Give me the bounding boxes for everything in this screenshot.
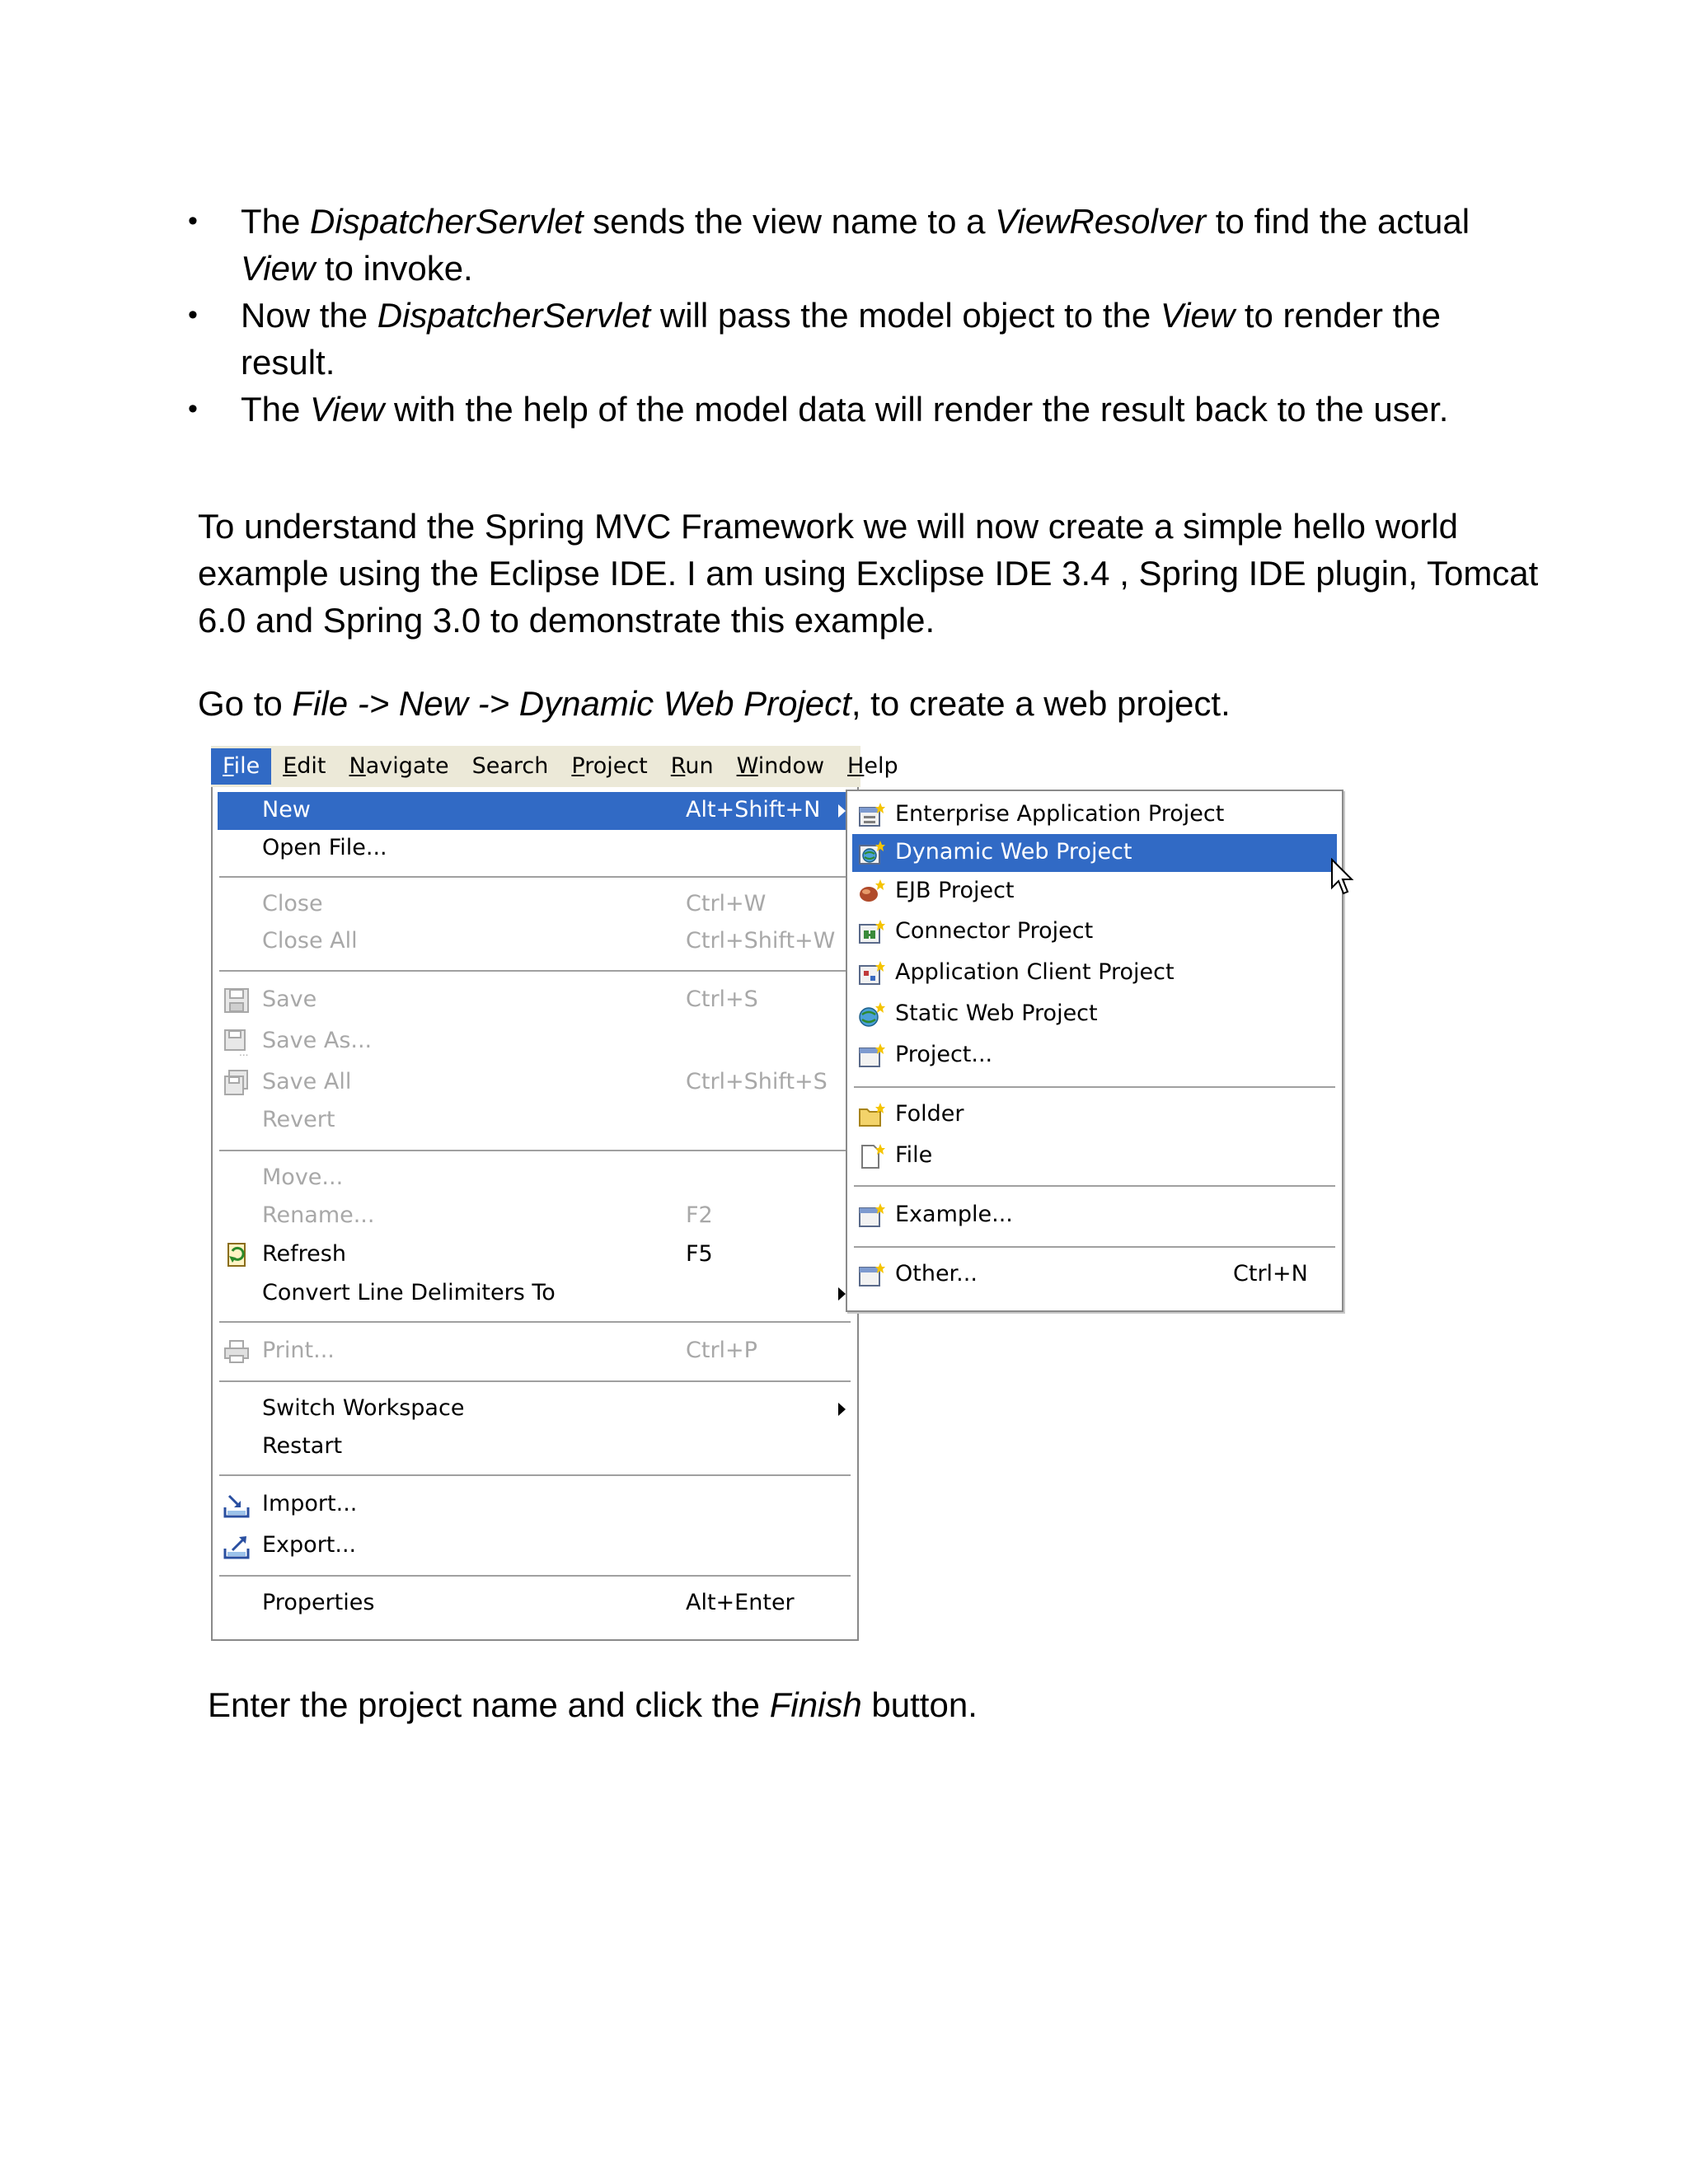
menu-navigate[interactable] — [338, 748, 461, 785]
text-run: will pass the model object to the — [650, 296, 1160, 335]
text-run: button. — [861, 1685, 978, 1724]
menu-separator — [854, 1246, 1335, 1249]
mnemonic: F — [223, 753, 234, 779]
italic-path: File -> New -> Dynamic Web Project — [292, 684, 851, 723]
menu-item-refresh[interactable] — [218, 1236, 852, 1274]
menu-bar — [211, 746, 898, 787]
menu-separator — [219, 970, 851, 972]
italic-term: View — [310, 390, 385, 429]
menu-item-label: Save All — [262, 1069, 352, 1094]
goto-paragraph — [198, 680, 1550, 727]
menu-item-export[interactable] — [218, 1527, 852, 1565]
new-other-icon — [857, 1261, 885, 1289]
menu-item-label: Connector Project — [895, 918, 1094, 944]
menu-label: elp — [864, 753, 898, 779]
text-run: Enter the project name and click the — [208, 1685, 770, 1724]
menu-item-file[interactable] — [852, 1137, 1337, 1175]
menu-help[interactable] — [836, 748, 910, 785]
menu-item-open-file[interactable] — [218, 830, 852, 868]
italic-term: DispatcherServlet — [377, 296, 651, 335]
mnemonic: R — [670, 753, 686, 779]
menu-item-restart[interactable] — [218, 1428, 852, 1466]
menu-item-save[interactable] — [218, 982, 852, 1019]
save-as-icon — [223, 1028, 251, 1056]
menu-item-label: Folder — [895, 1101, 964, 1127]
menu-label: indow — [757, 753, 825, 779]
menu-item-label: Other... — [895, 1261, 978, 1286]
italic-term: Finish — [769, 1685, 862, 1724]
menu-item-other[interactable] — [852, 1256, 1337, 1294]
mnemonic: N — [349, 753, 366, 779]
save-all-icon — [223, 1069, 251, 1097]
bullet-item — [188, 292, 1507, 386]
menu-separator — [854, 1086, 1335, 1089]
menu-item-move[interactable] — [218, 1160, 852, 1197]
menu-item-enterprise-application-project[interactable] — [852, 796, 1337, 834]
menu-item-shortcut: Alt+Shift+N — [686, 797, 821, 823]
menu-item-label: File — [895, 1142, 933, 1168]
menu-item-application-client-project[interactable] — [852, 954, 1337, 992]
menu-item-print[interactable] — [218, 1333, 852, 1371]
dynamic-web-project-icon — [857, 839, 885, 867]
printer-icon — [223, 1338, 251, 1366]
text-run: Go to — [198, 684, 293, 723]
menu-item-shortcut: Ctrl+N — [1233, 1261, 1308, 1286]
connector-project-icon — [857, 918, 885, 946]
italic-term: View — [1160, 296, 1236, 335]
menu-item-label: Static Web Project — [895, 1001, 1098, 1026]
menu-item-shortcut: Ctrl+P — [686, 1338, 757, 1363]
menu-label: dit — [297, 753, 326, 779]
submenu-arrow-icon — [838, 1403, 846, 1416]
menu-label: ile — [233, 753, 260, 779]
menu-item-label: Properties — [262, 1590, 375, 1615]
menu-item-label: New — [262, 797, 311, 823]
new-submenu — [846, 790, 1343, 1312]
text-run: sends the view name to a — [583, 202, 996, 241]
mnemonic: E — [283, 753, 298, 779]
menu-item-label: Save — [262, 987, 317, 1012]
bullet-item — [188, 198, 1507, 292]
menu-item-label: Enterprise Application Project — [895, 801, 1225, 827]
menu-label: un — [685, 753, 714, 779]
menu-item-label: Close All — [262, 928, 358, 954]
menu-item-save-all[interactable] — [218, 1064, 852, 1102]
text-run: The — [241, 390, 311, 429]
menu-item-shortcut: Ctrl+Shift+S — [686, 1069, 828, 1094]
intro-paragraph: To understand the Spring MVC Framework we will now create a simple hello world example using the Eclipse IDE. I am using Exclipse IDE 3.4 , Spring IDE plugin, Tomcat 6.0 and Spring 3.0 to demonstrate this example. — [198, 507, 1539, 640]
italic-term: View — [241, 249, 316, 288]
menu-item-label: Open File... — [262, 835, 387, 860]
bullet-item — [188, 386, 1507, 433]
mnemonic: H — [847, 753, 865, 779]
menu-item-label: Example... — [895, 1202, 1013, 1227]
menu-item-project[interactable] — [852, 1037, 1337, 1075]
menu-item-label: Dynamic Web Project — [895, 839, 1132, 865]
menu-item-shortcut: F2 — [686, 1202, 713, 1228]
menu-item-shortcut: Alt+Enter — [686, 1590, 795, 1615]
menu-item-label: Restart — [262, 1433, 343, 1459]
menu-item-properties[interactable] — [218, 1585, 852, 1623]
menu-item-label: Refresh — [262, 1241, 346, 1267]
menu-item-static-web-project[interactable] — [852, 996, 1337, 1033]
menu-item-switch-workspace[interactable] — [218, 1390, 852, 1428]
menu-item-label: Close — [262, 891, 323, 916]
menu-item-close-all[interactable] — [218, 923, 852, 961]
menu-edit[interactable] — [271, 748, 337, 785]
ejb-project-icon — [857, 878, 885, 906]
file-menu — [211, 787, 859, 1641]
menu-item-import[interactable] — [218, 1486, 852, 1524]
static-web-project-icon — [857, 1001, 885, 1029]
save-disk-icon — [223, 987, 251, 1015]
menu-item-shortcut: Ctrl+Shift+W — [686, 928, 836, 954]
menu-item-shortcut: F5 — [686, 1241, 713, 1267]
mnemonic: W — [736, 753, 758, 779]
application-client-project-icon — [857, 959, 885, 987]
menu-item-label: Convert Line Delimiters To — [262, 1280, 556, 1305]
menu-item-label: Application Client Project — [895, 959, 1175, 985]
menu-item-example[interactable] — [852, 1197, 1337, 1235]
menu-item-rename[interactable] — [218, 1197, 852, 1235]
new-example-icon — [857, 1202, 885, 1230]
menu-label: roject — [584, 753, 648, 779]
italic-term: DispatcherServlet — [310, 202, 584, 241]
menu-separator — [219, 876, 851, 879]
refresh-icon — [223, 1241, 251, 1269]
menu-item-label: Print... — [262, 1338, 335, 1363]
menu-item-revert[interactable] — [218, 1102, 852, 1140]
menu-item-ejb-project[interactable] — [852, 873, 1337, 911]
new-project-icon — [857, 1042, 885, 1070]
menu-search[interactable] — [461, 748, 560, 785]
italic-term: ViewResolver — [995, 202, 1207, 241]
text-run: Now the — [241, 296, 377, 335]
menu-item-new[interactable] — [218, 792, 852, 830]
menu-item-save-as[interactable] — [218, 1023, 852, 1061]
menu-item-label: Save As... — [262, 1028, 373, 1053]
menu-item-shortcut: Ctrl+W — [686, 891, 767, 916]
text-run: to invoke. — [315, 249, 473, 288]
new-folder-icon — [857, 1101, 885, 1129]
text-run: to find the actual — [1206, 202, 1470, 241]
finish-paragraph — [208, 1681, 1559, 1728]
menu-label: avigate — [365, 753, 449, 779]
text-run: with the help of the model data will render the result back to the user. — [384, 390, 1449, 429]
export-icon — [223, 1532, 251, 1560]
menu-item-shortcut: Ctrl+S — [686, 987, 758, 1012]
menu-item-label: Switch Workspace — [262, 1395, 465, 1421]
menu-file[interactable] — [211, 748, 271, 785]
menu-run[interactable] — [659, 748, 725, 785]
text-run: to render the result. — [241, 296, 1441, 382]
menu-item-folder[interactable] — [852, 1096, 1337, 1134]
submenu-arrow-icon — [838, 804, 846, 818]
menu-item-label: Rename... — [262, 1202, 375, 1228]
text-run: , to create a web project. — [851, 684, 1231, 723]
menu-item-dynamic-web-project[interactable] — [852, 834, 1337, 872]
bullet-list — [188, 198, 1507, 433]
menu-separator — [854, 1185, 1335, 1188]
menu-label: Search — [471, 753, 549, 779]
menu-item-label: EJB Project — [895, 878, 1015, 903]
menu-window[interactable] — [725, 748, 836, 785]
menu-separator — [219, 1575, 851, 1577]
menu-item-close[interactable] — [218, 886, 852, 924]
import-icon — [223, 1491, 251, 1519]
menu-item-label: Project... — [895, 1042, 993, 1067]
menu-item-label: Revert — [262, 1107, 335, 1132]
new-file-icon — [857, 1142, 885, 1170]
menu-item-connector-project[interactable] — [852, 913, 1337, 951]
menu-separator — [219, 1321, 851, 1324]
menu-separator — [219, 1380, 851, 1383]
menu-separator — [219, 1150, 851, 1152]
mnemonic: P — [571, 753, 585, 779]
menu-project[interactable] — [560, 748, 659, 785]
menu-separator — [219, 1474, 851, 1477]
menu-item-convert-line-delimiters[interactable] — [218, 1275, 852, 1313]
menu-item-label: Export... — [262, 1532, 357, 1558]
mouse-pointer-icon — [1330, 858, 1355, 896]
enterprise-project-icon — [857, 801, 885, 829]
svg-text:...: ... — [239, 1047, 249, 1056]
menu-item-label: Import... — [262, 1491, 358, 1516]
menu-item-label: Move... — [262, 1165, 344, 1190]
submenu-arrow-icon — [838, 1287, 846, 1301]
text-run: The — [241, 202, 311, 241]
